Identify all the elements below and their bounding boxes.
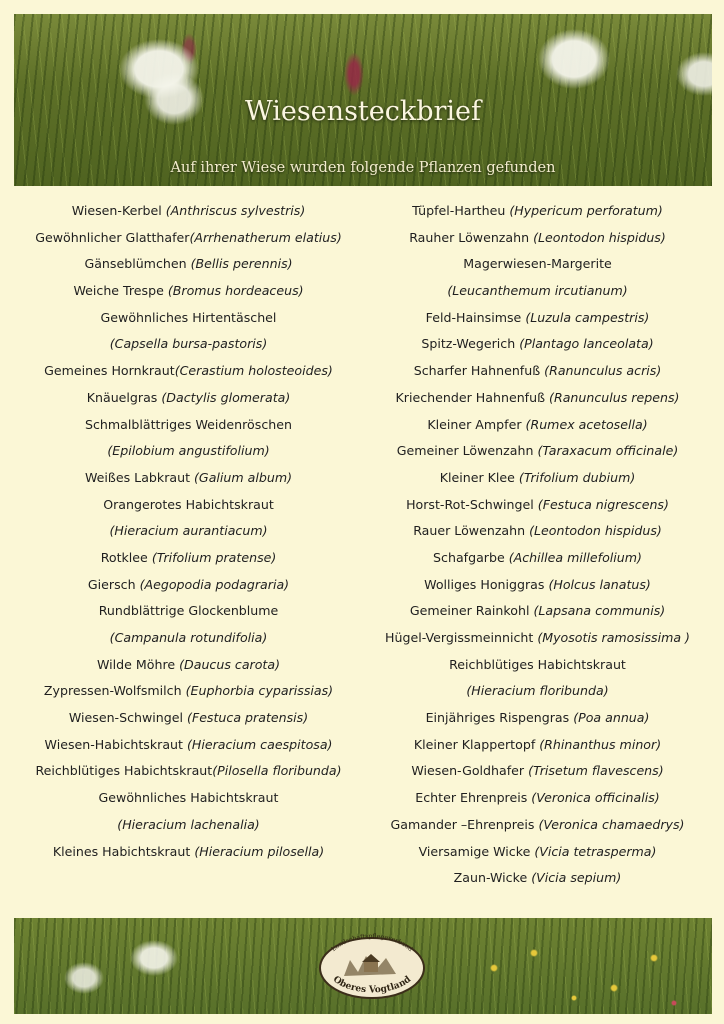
plant-latin-name: (Hypericum perforatum) — [509, 203, 663, 218]
plant-common-name: Schmalblättriges Weidenröschen — [85, 416, 292, 432]
plant-latin-name: (Hieracium floribunda) — [466, 683, 609, 699]
plant-list-right-column — [363, 198, 712, 892]
plant-latin-name: (Anthriscus sylvestris) — [165, 203, 306, 218]
plant-common-name: Knäuelgras — [86, 389, 162, 405]
plant-common-name: Weiche Trespe — [73, 283, 168, 299]
logo-text-bottom: Oberes Vogtland — [330, 974, 414, 996]
plant-entry — [363, 572, 712, 599]
plant-entry — [363, 331, 712, 358]
plant-latin-name: (Galium album) — [194, 469, 293, 485]
plant-latin-name: (Rhinanthus minor) — [539, 736, 662, 752]
plant-entry — [363, 839, 712, 866]
plant-entry — [363, 865, 712, 892]
plant-latin-name: (Campanula rotundifolia) — [109, 630, 268, 645]
plant-latin-name: (Vicia tetrasperma) — [534, 843, 657, 859]
plant-common-name: Gewöhnliches Habichtskraut — [98, 790, 279, 806]
plant-entry — [14, 732, 363, 759]
plant-entry — [363, 785, 712, 812]
plant-latin-name: (Myosotis ramosissima ) — [537, 630, 690, 645]
plant-latin-name: (Plantago lanceolata) — [519, 336, 654, 352]
plant-common-name: Gänseblümchen — [84, 256, 191, 272]
plant-entry — [363, 305, 712, 332]
plant-entry — [363, 278, 712, 305]
plant-latin-name: (Vicia sepium) — [531, 870, 622, 886]
plant-entry — [363, 492, 712, 519]
plant-common-name: Tüpfel-Hartheu — [412, 203, 510, 218]
plant-entry — [363, 412, 712, 439]
plant-entry — [363, 705, 712, 732]
plant-common-name: Weißes Labkraut — [84, 469, 195, 485]
plant-entry — [363, 812, 712, 839]
plant-list — [14, 198, 712, 892]
plant-latin-name: (Hieracium lachenalia) — [117, 816, 260, 832]
plant-common-name: Rauer Löwenzahn — [413, 523, 530, 539]
page-subtitle: Auf ihrer Wiese wurden folgende Pflanzen gefunden — [170, 160, 556, 176]
plant-entry — [14, 465, 363, 492]
plant-common-name: Schafgarbe — [433, 549, 509, 565]
plant-common-name: Rotklee — [100, 549, 152, 565]
plant-latin-name: (Holcus lanatus) — [548, 576, 651, 592]
plant-common-name: Rauher Löwenzahn — [409, 229, 534, 245]
plant-entry — [14, 518, 363, 545]
plant-entry — [14, 358, 363, 385]
plant-common-name: Feld-Hainsimse — [425, 309, 526, 325]
plant-entry — [363, 652, 712, 679]
plant-common-name: Zaun-Wicke — [453, 870, 532, 886]
plant-list-left-column — [14, 198, 363, 892]
plant-latin-name: (Lapsana communis) — [533, 603, 666, 619]
plant-entry — [363, 545, 712, 572]
plant-latin-name: (Hieracium pilosella) — [194, 843, 325, 859]
plant-entry — [363, 438, 712, 465]
plant-entry — [363, 385, 712, 412]
plant-common-name: Gewöhnlicher Glatthafer — [35, 229, 190, 245]
plant-common-name: Kleiner Ampfer — [427, 416, 526, 432]
page-title: Wiesensteckbrief — [244, 96, 482, 127]
plant-latin-name: (Aegopodia podagraria) — [139, 576, 290, 592]
plant-common-name: Gemeiner Löwenzahn — [396, 443, 538, 459]
plant-latin-name: (Achillea millefolium) — [508, 549, 642, 565]
plant-common-name: Spitz-Wegerich — [421, 336, 520, 352]
plant-entry — [363, 678, 712, 705]
plant-latin-name: (Leontodon hispidus) — [529, 523, 662, 539]
plant-entry — [363, 225, 712, 252]
plant-latin-name: (Festuca nigrescens) — [537, 496, 669, 512]
plant-common-name: Gemeines Hornkraut — [44, 363, 175, 379]
landscape-association-logo — [314, 930, 430, 1000]
plant-common-name: Kleiner Klappertopf — [413, 736, 540, 752]
plant-common-name: Kleines Habichtskraut — [52, 843, 195, 859]
plant-common-name: Horst-Rot-Schwingel — [406, 496, 538, 512]
plant-entry — [14, 572, 363, 599]
plant-latin-name: (Festuca pratensis) — [187, 710, 309, 726]
plant-entry — [14, 251, 363, 278]
plant-latin-name: (Leucanthemum ircutianum) — [447, 283, 628, 299]
plant-latin-name: (Taraxacum officinale) — [537, 443, 679, 459]
plant-entry — [363, 198, 712, 225]
plant-entry — [14, 438, 363, 465]
plant-latin-name: (Ranunculus repens) — [549, 389, 680, 405]
plant-entry — [14, 678, 363, 705]
plant-entry — [14, 545, 363, 572]
plant-common-name: Kriechender Hahnenfuß — [395, 389, 550, 405]
plant-latin-name: (Leontodon hispidus) — [533, 229, 666, 245]
plant-common-name: Kleiner Klee — [439, 469, 519, 485]
plant-latin-name: (Capsella bursa-pastoris) — [109, 336, 268, 352]
plant-latin-name: (Rumex acetosella) — [525, 416, 648, 432]
plant-common-name: Wiesen-Schwingel — [68, 710, 188, 726]
plant-latin-name: (Hieracium aurantiacum) — [109, 523, 268, 539]
plant-entry — [14, 278, 363, 305]
plant-latin-name: (Bromus hordeaceus) — [167, 283, 304, 299]
plant-latin-name: (Veronica officinalis) — [531, 790, 660, 806]
plant-common-name: Wiesen-Goldhafer — [411, 763, 529, 779]
plant-latin-name: (Ranunculus acris) — [544, 363, 662, 379]
plant-common-name: Gewöhnliches Hirtentäschel — [100, 309, 277, 325]
plant-entry — [14, 652, 363, 679]
plant-entry — [363, 598, 712, 625]
plant-latin-name: (Luzula campestris) — [525, 309, 650, 325]
plant-latin-name: (Bellis perennis) — [190, 256, 293, 272]
plant-latin-name: (Daucus carota) — [179, 656, 280, 672]
plant-latin-name: (Veronica chamaedrys) — [538, 816, 685, 832]
plant-latin-name: (Arrhenatherum elatius) — [189, 229, 342, 245]
plant-entry — [14, 839, 363, 866]
plant-common-name: Reichblütiges Habichtskraut — [35, 763, 213, 779]
plant-common-name: Viersamige Wicke — [418, 843, 535, 859]
plant-common-name: Reichblütiges Habichtskraut — [449, 656, 626, 672]
plant-common-name: Giersch — [87, 576, 140, 592]
plant-entry — [14, 598, 363, 625]
plant-entry — [14, 225, 363, 252]
plant-entry — [14, 305, 363, 332]
plant-latin-name: (Dactylis glomerata) — [161, 389, 291, 405]
plant-entry — [363, 758, 712, 785]
plant-entry — [363, 625, 712, 652]
plant-common-name: Magerwiesen-Margerite — [463, 256, 612, 272]
plant-entry — [363, 251, 712, 278]
plant-common-name: Wolliges Honiggras — [424, 576, 549, 592]
plant-entry — [14, 705, 363, 732]
plant-entry — [363, 465, 712, 492]
plant-common-name: Gamander –Ehrenpreis — [390, 816, 539, 832]
plant-common-name: Echter Ehrenpreis — [415, 790, 532, 806]
plant-latin-name: (Cerastium holosteoides) — [174, 363, 333, 379]
plant-entry — [14, 492, 363, 519]
plant-latin-name: (Euphorbia cyparissias) — [185, 683, 334, 699]
plant-latin-name: (Epilobium angustifolium) — [107, 443, 270, 459]
plant-common-name: Einjähriges Rispengras — [425, 710, 574, 726]
plant-latin-name: (Trifolium dubium) — [518, 469, 636, 485]
plant-common-name: Wiesen-Kerbel — [71, 203, 166, 218]
plant-entry — [14, 812, 363, 839]
plant-common-name: Zypressen-Wolfsmilch — [43, 683, 186, 699]
plant-entry — [14, 412, 363, 439]
plant-common-name: Gemeiner Rainkohl — [409, 603, 534, 619]
footer-banner — [14, 918, 712, 1014]
plant-entry — [14, 785, 363, 812]
logo-text-top: Landschaftspflegeverband — [330, 932, 414, 954]
plant-common-name: Wilde Möhre — [97, 656, 180, 672]
plant-common-name: Orangerotes Habichtskraut — [103, 496, 274, 512]
plant-entry — [14, 331, 363, 358]
plant-entry — [363, 732, 712, 759]
plant-entry — [14, 625, 363, 652]
plant-latin-name: (Hieracium caespitosa) — [186, 736, 333, 752]
plant-latin-name: (Trifolium pratense) — [151, 549, 277, 565]
plant-latin-name: (Pilosella floribunda) — [212, 763, 342, 779]
plant-entry — [14, 758, 363, 785]
header-banner — [14, 14, 712, 186]
plant-common-name: Rundblättrige Glockenblume — [98, 603, 279, 619]
plant-common-name: Scharfer Hahnenfuß — [413, 363, 545, 379]
plant-latin-name: (Trisetum flavescens) — [528, 763, 664, 779]
plant-entry — [363, 358, 712, 385]
plant-common-name: Hügel-Vergissmeinnicht — [385, 630, 538, 645]
plant-latin-name: (Poa annua) — [573, 710, 650, 726]
plant-common-name: Wiesen-Habichtskraut — [44, 736, 187, 752]
plant-entry — [14, 198, 363, 225]
plant-entry — [14, 385, 363, 412]
plant-entry — [363, 518, 712, 545]
